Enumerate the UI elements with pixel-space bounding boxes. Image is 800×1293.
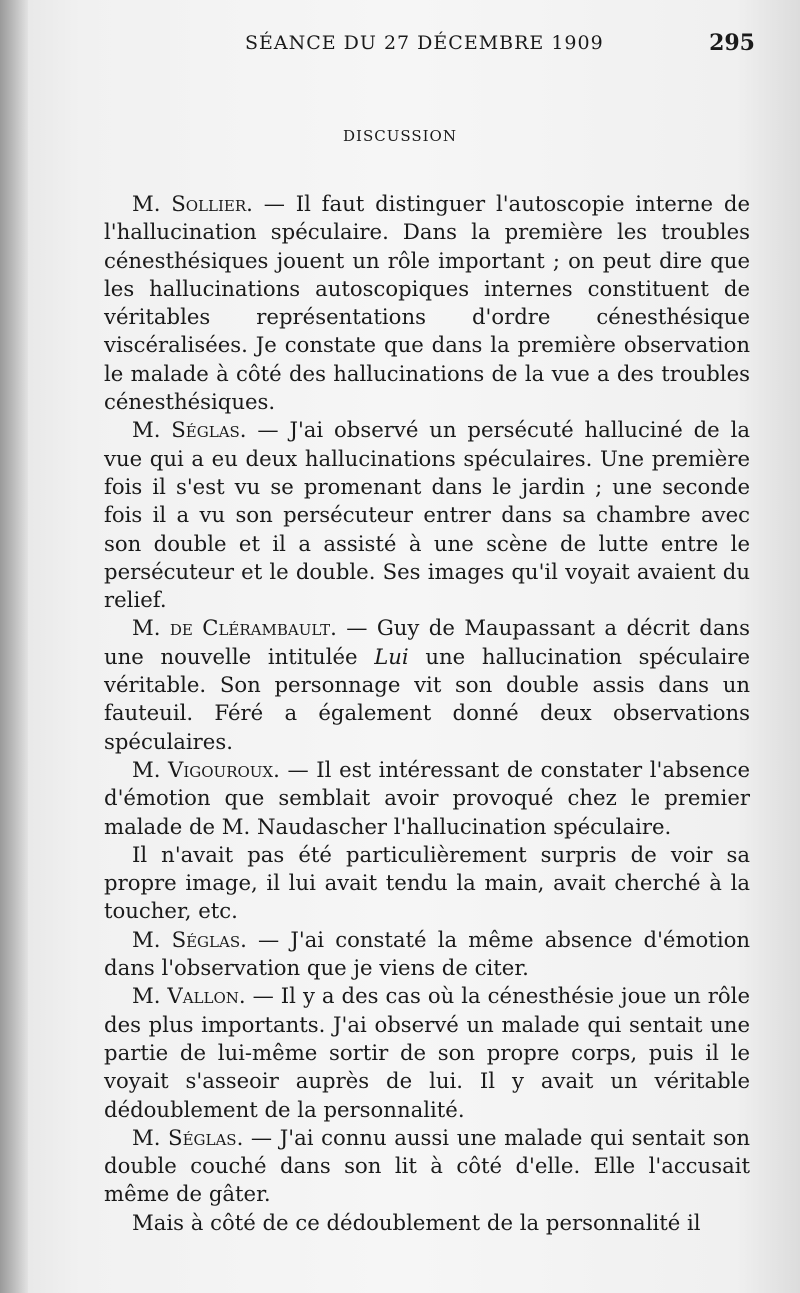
paragraph-text: Mais à côté de ce dédoublement de la personnalité il <box>132 1209 701 1235</box>
paragraph-text: — J'ai observé un persécuté halluciné de la vue qui a eu deux hallucinations spéculaires. Une première fois il s'est vu se promenant dans le jardin ; une seconde fois il a vu son persécuteur entrer dans sa chambre avec son double et il a assisté à une scène de lutte entre le persécuteur et le double. Ses images qu'il voyait avaient du relief. <box>104 417 750 613</box>
paragraph-final <box>104 1209 750 1237</box>
speaker-name: M. Séglas. <box>132 417 247 443</box>
paragraph-seglas-3 <box>104 1124 750 1209</box>
speaker-name: M. Séglas. <box>132 1124 244 1150</box>
body-text <box>104 190 750 1237</box>
speaker-name: M. Sollier. <box>132 191 253 216</box>
paragraph-vallon <box>104 982 750 1123</box>
paragraph-text: une hallucination spéculaire véritable. Son personnage vit son double assis dans un fauteuil. Féré a également donné deux observations spéculaires. <box>104 643 750 754</box>
speaker-name: M. Vallon. <box>132 983 246 1009</box>
paragraph-text: — Il y a des cas où la cénesthésie joue un rôle des plus importants. J'ai observé un malade qui sentait une partie de lui-même sortir de son propre corps, puis il le voyait s'asseoir auprès de lui. Il y avait un véritable dédoublement de la personnalité. <box>104 983 750 1122</box>
page-number: 295 <box>709 30 755 56</box>
running-head <box>100 30 755 66</box>
paragraph-text: — J'ai constaté la même absence d'émotion dans l'observation que je viens de citer. <box>104 926 750 981</box>
page-binding-shadow <box>0 0 28 1293</box>
paragraph-seglas-2 <box>104 926 750 983</box>
paragraph-text: — J'ai connu aussi une malade qui sentait son double couché dans son lit à côté d'elle. Elle l'accusait même de gâter. <box>104 1124 751 1207</box>
paragraph-text: — Il faut distinguer l'autoscopie interne de l'hallucination spéculaire. Dans la première les troubles cénesthésiques jouent un rôle important ; on peut dire que les hallucinations autoscopiques internes constituent de véritables représentations d'ordre cénesthésique viscéralisées. Je constate que dans la première observation le malade à côté des hallucinations de la vue a des troubles cénesthésiques. <box>104 191 750 415</box>
running-title: SÉANCE DU 27 DÉCEMBRE 1909 <box>245 32 604 54</box>
speaker-name: M. de Clérambault. <box>132 615 337 641</box>
paragraph-text: — Guy de Maupassant a décrit dans une nouvelle intitulée <box>104 615 750 669</box>
work-title: Lui <box>374 643 409 669</box>
paragraph-text: Il n'avait pas été particulièrement surpris de voir sa propre image, il lui avait tendu la main, avait cherché à la toucher, etc. <box>104 841 750 924</box>
paragraph-vigouroux <box>104 756 750 841</box>
speaker-name: M. Séglas. <box>132 926 247 952</box>
paragraph-seglas-1 <box>104 416 750 614</box>
paragraph-text: — Il est intéressant de constater l'absence d'émotion que semblait avoir provoqué chez le premier malade de M. Naudascher l'hallucination spéculaire. <box>104 756 750 839</box>
speaker-name: M. Vigouroux. <box>132 756 280 782</box>
paragraph-continuation <box>104 841 750 926</box>
paragraph-clerambault <box>104 614 750 755</box>
section-heading: DISCUSSION <box>343 127 457 145</box>
paragraph-sollier <box>104 190 750 416</box>
